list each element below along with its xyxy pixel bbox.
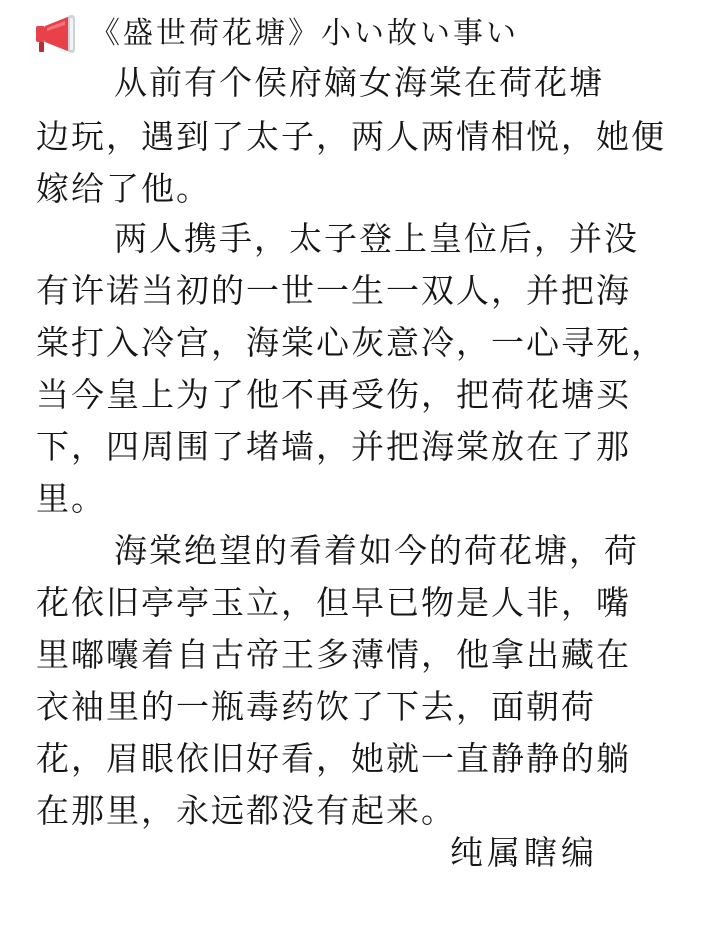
story-line: 花，眉眼依旧好看，她就一直静静的躺 (36, 739, 631, 778)
story-line: 当今皇上为了他不再受伤，把荷花塘买 (36, 375, 631, 414)
story-line: 边玩，遇到了太子，两人两情相悦，她便 (36, 117, 666, 156)
story-line: 海棠绝望的看着如今的荷花塘，荷 (114, 531, 639, 570)
story-line: 棠打入冷宫，海棠心灰意冷，一心寻死， (36, 323, 666, 362)
page-title: 《盛世荷花塘》小い故い事い (90, 16, 519, 51)
title-row (32, 10, 519, 58)
story-line: 在那里，永远都没有起来。 (36, 791, 456, 830)
story-line: 从前有个侯府嫡女海棠在荷花塘 (114, 63, 604, 102)
story-line: 两人携手，太子登上皇位后，并没 (114, 219, 639, 258)
megaphone-icon (32, 12, 80, 56)
story-line: 里。 (36, 479, 106, 518)
story-line: 衣袖里的一瓶毒药饮了下去，面朝荷 (36, 687, 596, 726)
story-line: 里嘟囔着自古帝王多薄情，他拿出藏在 (36, 635, 631, 674)
story-line: 嫁给了他。 (36, 169, 211, 208)
story-line: 有许诺当初的一世一生一双人，并把海 (36, 271, 631, 310)
story-line: 下，四周围了堵墙，并把海棠放在了那 (36, 427, 631, 466)
signature: 纯属瞎编 (450, 833, 598, 872)
story-line: 花依旧亭亭玉立，但早已物是人非，嘴 (36, 583, 631, 622)
